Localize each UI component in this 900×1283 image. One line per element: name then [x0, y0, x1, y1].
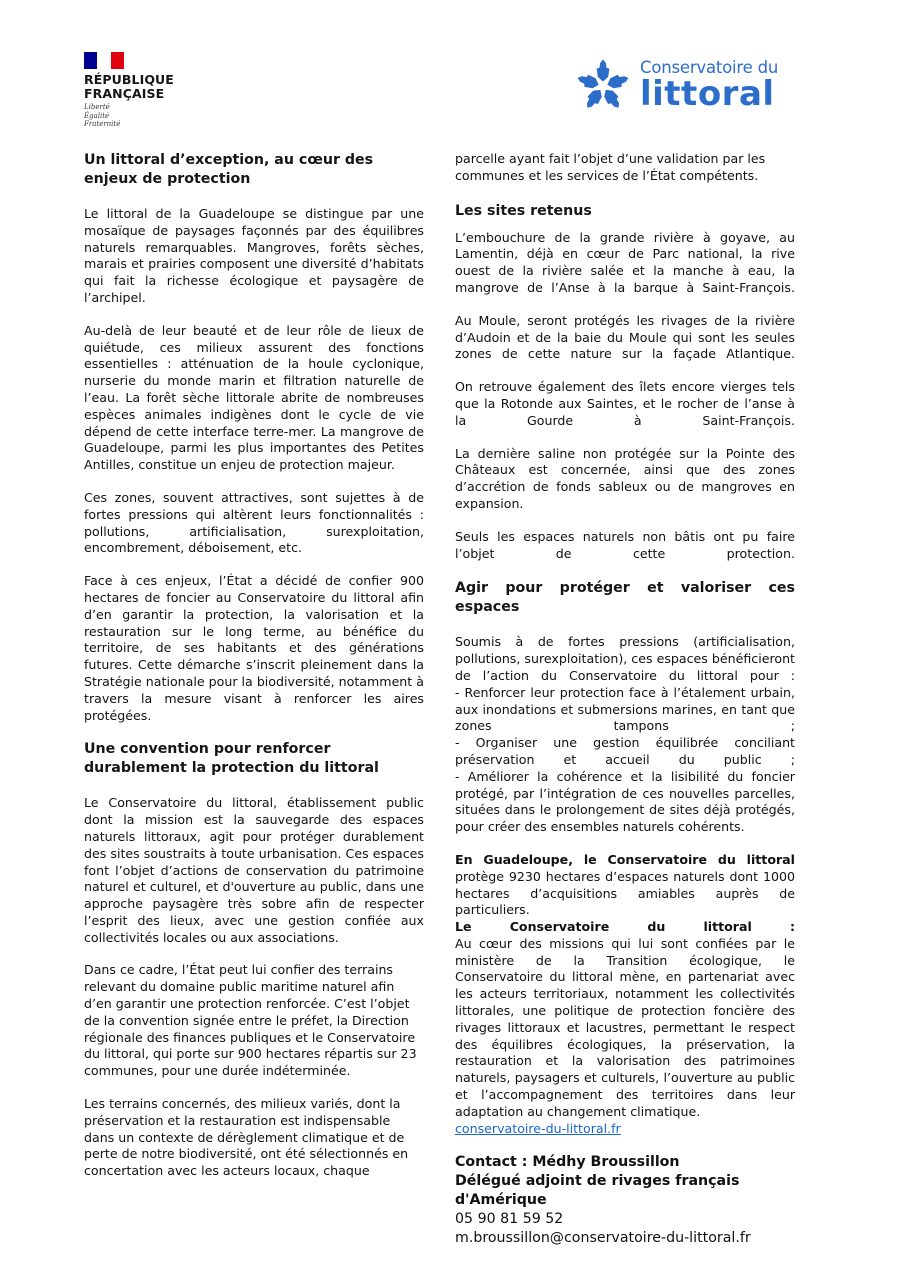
website-link[interactable]: conservatoire-du-littoral.fr	[455, 1120, 621, 1136]
paragraph: Dans ce cadre, l’État peut lui confier des terrains relevant du domaine public maritime naturel afin d’en garantir une protection renforcée. C’est l’objet de la convention signée entre le préfet, la Direction régionale des finances publiques et le Conservatoire du littoral, qui porte sur 900 hectares répartis sur 23 communes, pour une durée indéterminée.	[84, 962, 417, 1079]
rf-motto	[84, 103, 174, 129]
paragraph: Au-delà de leur beauté et de leur rôle de lieux de quiétude, ces milieux assurent des fonctions essentielles : atténuation de la houle cyclonique, nurserie du monde marin et filtration naturelle de l’eau. La forêt sèche littorale abrite de nombreuses espèces animales indigènes dont le cycle de vie dépend de cette interface terre-mer. La mangrove de Guadeloupe, parmi les plus importantes des Petites Antilles, constitue un enjeu de protection majeur.	[84, 322, 424, 473]
rf-title-line1: RÉPUBLIQUE	[84, 72, 174, 87]
paragraph: On retrouve également des îlets encore vierges tels que la Rotonde aux Saintes, et le rocher de l’anse à la Gourde à Saint-François.	[455, 379, 795, 428]
paragraph: Ces zones, souvent attractives, sont sujettes à de fortes pressions qui altèrent leurs fonctionnalités : pollutions, artificialisation, surexploitation, encombrement, déboisement, etc.	[84, 489, 424, 556]
paragraph: Seuls les espaces naturels non bâtis ont pu faire l’objet de cette protection.	[455, 528, 795, 561]
logo-text-conservatoire: Conservatoire du	[640, 58, 779, 77]
section-title-convention: Une convention pour renforcer durablement la protection du littoral	[84, 741, 379, 777]
paragraph: La dernière saline non protégée sur la Pointe des Châteaux est concernée, ainsi que des zones d’accrétion de fonds sableux ou de mangroves en expansion.	[455, 445, 795, 511]
bullet-item: - Renforcer leur protection face à l’étalement urbain, aux inondations et submersions marines, en tant que zones tampons ;	[455, 684, 795, 734]
conservatoire-logo	[574, 56, 778, 114]
section-title-agir: Agir pour protéger et valoriser ces espaces	[455, 580, 795, 616]
contact-name: Contact : Médhy Broussillon	[455, 1154, 680, 1171]
star-flower-icon	[574, 56, 632, 114]
contact-email[interactable]: m.broussillon@conservatoire-du-littoral.fr	[455, 1230, 751, 1247]
section-title-sites-retenus: Les sites retenus	[455, 202, 592, 219]
logo-text-littoral: littoral	[640, 74, 775, 114]
motto-egalite: Égalité	[84, 111, 110, 120]
paragraph: Le littoral de la Guadeloupe se distingue par une mosaïque de paysages façonnés par des équilibres naturels remarquables. Mangroves, forêts sèches, marais et prairies composent une diversité d’habitats qui fait la richesse écologique et paysagère de l’archipel.	[84, 206, 424, 305]
republique-francaise-logo	[84, 52, 174, 129]
section-title-littoral-exception: Un littoral d’exception, au cœur des enjeux de protection	[84, 152, 374, 187]
contact-block	[455, 1153, 795, 1248]
motto-liberte: Liberté	[84, 103, 110, 111]
paragraph-continuation: parcelle ayant fait l’objet d’une validation par les communes et les services de l’État compétents.	[455, 151, 766, 183]
about-heading: Le Conservatoire du littoral :	[455, 919, 795, 935]
about-lead-rest: protège 9230 hectares d’espaces naturels dont 1000 hectares d’acquisitions amiables auprès de particuliers.	[455, 868, 795, 918]
about-lead-bold: En Guadeloupe, le Conservatoire du littoral	[455, 851, 795, 867]
paragraph: L’embouchure de la grande rivière à goyave, au Lamentin, déjà en cœur de Parc national, la rive ouest de la rivière salée et la manche à eau, la mangrove de l’Anse à la barque à Saint-François.	[455, 229, 795, 295]
contact-role: Délégué adjoint de rivages français d'Amérique	[455, 1173, 740, 1209]
bullet-item: - Améliorer la cohérence et la lisibilité du foncier protégé, par l’intégration de ces nouvelles parcelles, situées dans le prolongement de sites déjà protégés, pour créer des ensembles naturels cohérents.	[455, 768, 795, 835]
right-column	[455, 151, 795, 1248]
motto-fraternite: Fraternité	[84, 120, 121, 128]
paragraph-intro: Soumis à de fortes pressions (artificialisation, pollutions, surexploitation), ces espaces bénéficieront de l’action du Conservatoire du littoral pour :	[455, 634, 795, 683]
paragraph: Au Moule, seront protégés les rivages de la rivière d’Audoin et de la baie du Moule qui sont les seules zones de cette nature sur la façade Atlantique.	[455, 312, 795, 362]
rf-title-line2: FRANÇAISE	[84, 86, 165, 101]
paragraph: Les terrains concernés, des milieux variés, dont la préservation et la restauration est indispensable dans un contexte de dérèglement climatique et de perte de notre biodiversité, ont été sélectionnés en concertation avec les acteurs locaux, chaque	[84, 1096, 409, 1179]
bullet-item: - Organiser une gestion équilibrée conciliant préservation et accueil du public ;	[455, 735, 795, 767]
contact-phone: 05 90 81 59 52	[455, 1211, 564, 1228]
left-column	[84, 151, 424, 1180]
paragraph: Le Conservatoire du littoral, établissement public dont la mission est la sauvegarde des espaces naturels littoraux, agit pour protéger durablement des sites soustraits à toute urbanisation. Ces espaces font l’objet d’actions de conservation du patrimoine naturel et culturel, et d'ouverture au public, dans une approche paysagère très sobre afin de respecter l’esprit des lieux, avec une gestion confiée aux collectivités locales ou aux associations.	[84, 795, 424, 945]
marianne-flag-icon	[84, 52, 124, 69]
about-lead	[455, 852, 795, 919]
about-body: Au cœur des missions qui lui sont confiées par le ministère de la Transition écologique, le Conservatoire du littoral mène, en partenariat avec les acteurs territoriaux, notamment les collectivités littorales, une politique de protection foncière des rivages littoraux et lacustres, permettant le respect des équilibres écologiques, la préservation, la restauration et la valorisation des patrimoines naturels, paysagers et culturels, l’ouverture au public et l’accompagnement des territoires dans leur adaptation au changement climatique.	[455, 935, 795, 1119]
paragraph: Face à ces enjeux, l’État a décidé de confier 900 hectares de foncier au Conservatoire du littoral afin d’en garantir la protection, la valorisation et la restauration sur le long terme, au bénéfice du territoire, de ses habitants et des générations futures. Cette démarche s’inscrit pleinement dans la Stratégie nationale pour la biodiversité, notamment à travers la mesure visant à renforcer les aires protégées.	[84, 573, 424, 723]
